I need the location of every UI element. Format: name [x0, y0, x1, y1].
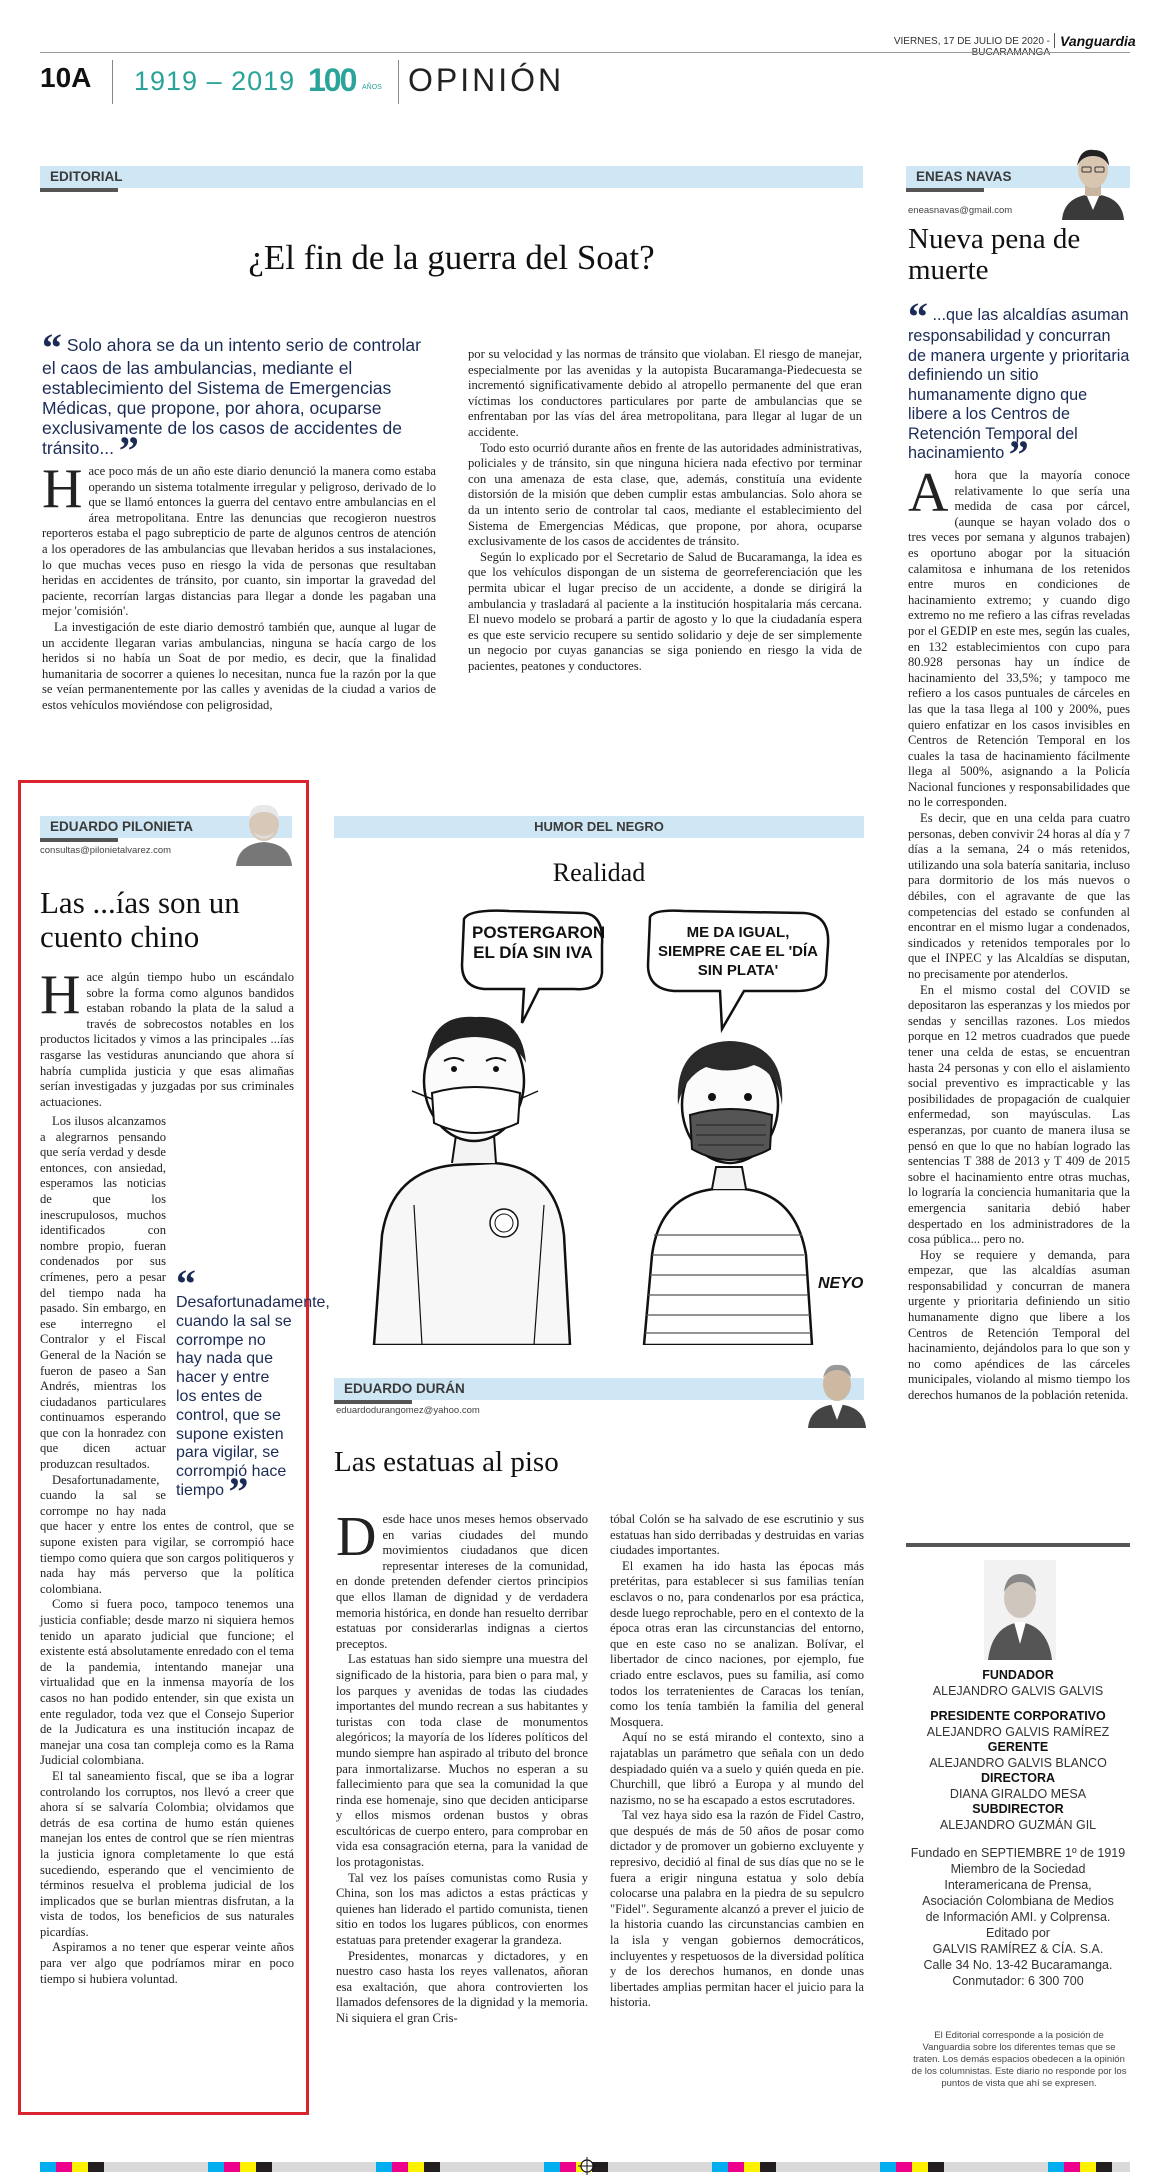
header-rule: [40, 52, 1130, 53]
editorial-dropcap: H: [42, 458, 83, 520]
eneas-paragraph: Hoy se requiere y demanda, para empezar, que las alcaldías asuman responsabilidad y concurran de manera urgente y prioritaria definiendo un sitio humanamente digno que libere a los Centros de Retención Temporal del hacinamiento, dejándolos para lo que son y no como apéndices de las cárceles municipales, violando al mismo tiempo los derechos humanos de la población retenida.: [908, 1247, 1130, 1403]
duran-paragraph: Aquí no se está mirando el contexto, sino a rajatablas un parámetro que señala con un dedo despiadado quién va a suelo y quién queda en pie. Churchill, que libró a Europa y al mundo del nazismo, no se ha escapado a estos escrutadores.: [610, 1730, 864, 1807]
duran-email: eduardodurangomez@yahoo.com: [336, 1405, 480, 1416]
pilonieta-email: consultas@pilonietalvarez.com: [40, 845, 172, 856]
label-underline: [40, 838, 118, 842]
masthead-info-line: Editado por: [986, 1926, 1050, 1940]
eneas-pull-quote: [908, 294, 1130, 477]
masthead-info-line: Calle 34 No. 13-42 Bucaramanga.: [923, 1958, 1113, 1972]
duran-column-1: [336, 1506, 588, 2027]
cartoon-bubble-left: POSTERGARON EL DÍA SIN IVA: [472, 923, 606, 962]
eneas-paragraph: En el mismo costal del COVID se depositaron las esperanzas y los miedos por sendas y sencillas razones. Los miedos porque en 12 metros cuadrados que puede tener una celda de estas, se encuentran hasta 24 personas y con ello el aislamiento social preventivo es impracticable y las posibilidades de propagación de cualquier enfermedad, son mayúsculas. Las esperanzas, por cuanto de manera ilusa se pensó en que lo que no habían logrado las sentencias T 388 de 2013 y T 409 de 2015 sobre el hacinamiento entre otras muchas, lo lograría la conciencia humanitaria que la emergencia sanitaria debió haber despertado en los administradores de la cosa pública... pero no.: [908, 982, 1130, 1247]
open-quote-mark: “: [42, 325, 62, 370]
date-divider: [1054, 33, 1055, 48]
date-line: VIERNES, 17 DE JULIO DE 2020 -: [893, 36, 1050, 47]
label-underline: [334, 1400, 412, 1404]
label-underline: [906, 188, 984, 192]
eneas-body: [908, 462, 1130, 1404]
cartoon-section-bar: [334, 816, 864, 838]
anniversary-number: 100: [308, 62, 356, 98]
editorial-paragraph: Todo esto ocurrió durante años en frente de las autoridades administrativas, policiales y de tránsito, sin que ninguna hiciera nada efectivo por terminar con una amenaza de esta clase, que, además, constituía una evidente distorsión de la misión que deben cumplir estas ambulancias. Solo ahora se da un intento serio de controlar tal caos, mediante el establecimiento del Sistema de Emergencias Médicas, que propone, por ahora, ocuparse exclusivamente de los casos de accidentes de tránsito.: [468, 440, 862, 549]
cartoon-signature: NEYO: [818, 1275, 864, 1292]
editorial-label: EDITORIAL: [50, 169, 123, 184]
editorial-paragraph: ace poco más de un año este diario denunció la manera como estaba operando un sistema totalmente irregular y peligroso, derivado de lo que se llamó entonces la guerra del centavo entre ambulancias en el área metropolitana. Entre las denuncias que recogieron nuestros reporteros estaba el pago subrepticio de parte de algunos centros de atención a los operadores de las ambulancias que llevaban heridos a sus instalaciones, lo que muchas veces puso en riesgo la vida de personas que resultaban heridas en accidentes de tránsito, por cuanto, sin importar la gravedad del paciente, recorrían largas distancias para llegar a donde les pagaban una mejor 'comisión'.: [42, 464, 436, 619]
eneas-pull-quote-text: ...que las alcaldías asuman responsabilidad y concurran de manera urgente y prioritaria definiendo un sitio humanamente digno que libere a los Centros de Retención Temporal del hacinamiento: [908, 306, 1130, 462]
founder-title: FUNDADOR: [982, 1668, 1054, 1682]
masthead-disclaimer: El Editorial corresponde a la posición de Vanguardia sobre los diferentes temas que se traten. Los demás espacios obedecen a la opinión de los columnistas. Este diario no responde por los puntos de vista que ahí se expresen.: [911, 2030, 1127, 2089]
anniversary-logo: [308, 62, 388, 102]
duran-section-bar: [334, 1378, 864, 1400]
years-label: 1919 – 2019: [134, 66, 296, 96]
eneas-email: eneasnavas@gmail.com: [908, 205, 1013, 216]
editorial-pull-quote-text: Solo ahora se da un intento serio de controlar el caos de las ambulancias, mediante el establecimiento del Sistema de Emergencias Médicas, que propone, por ahora, ocuparse exclusivamente de los casos de accidentes de tránsito...: [42, 335, 421, 458]
anniversary-word: AÑOS: [362, 84, 382, 91]
eneas-paragraph: Es decir, que en una celda para cuatro personas, deben convivir 24 horas al día y 7 días a la semana, 24 o más retenidos, utilizando una sola batería sanitaria, incluso para dormitorio de los más nuevos o débiles, con el agravante de que las competencias del estado se confunden al encontrar en el mismo lugar a condenados, sindicados y retenidos temporales por lo que el INPEC y las Alcaldías se disputan, no precisamente por atenderlos.: [908, 811, 1130, 981]
subdirector-title: SUBDIRECTOR: [972, 1802, 1064, 1816]
masthead-rule: [906, 1543, 1130, 1547]
duran-paragraph: Tal vez haya sido esa la razón de Fidel Castro, que después de más de 50 años de posar como dictador y de promover un gobierno excluyente y represivo, decidió al final de sus días que no se le fuera a erigir ninguna estatua y solo debía colocarse una palabra en la piedra de su sepulcro "Fidel". Seguramente alcanzó a prever el juicio de la historia cuando las circunstancias cambien en la isla y vengan gobiernos democráticos, incluyentes y respetuosos de la diversidad política y de los derechos humanos, en donde unas libertades amplias permitan hacer el juicio para la historia.: [610, 1808, 864, 2010]
masthead-info-line: Conmutador: 6 300 700: [952, 1974, 1084, 1988]
cartoon-bubble-right: ME DA IGUAL, SIEMPRE CAE EL 'DÍA SIN PLATA': [658, 924, 818, 979]
founder-name: ALEJANDRO GALVIS GALVIS: [932, 1684, 1104, 1698]
editorial-title: ¿El fin de la guerra del Soat?: [248, 238, 655, 277]
manager-name: ALEJANDRO GALVIS BLANCO: [929, 1756, 1107, 1770]
pilonieta-dropcap: H: [40, 964, 81, 1026]
pilonieta-paragraph: Los ilusos alcanzamos a alegrarnos pensando que sería verdad y desde entonces, con ansiedad, esperamos las noticias de que los inescrupulosos, muchos identificados con nombre propio, fueran condenados por sus crímenes, pero a pesar del tiempo nada ha pasado. Sin embargo, en ese interregno el Contralor y el Fiscal General de la Nación se fueron de paseo a San Andrés, mientras los ciudadanos particulares continuamos esperando que con la honradez con que dicen actuar produzcan resultados.: [40, 1114, 166, 1472]
open-quote-mark: “: [908, 294, 928, 339]
editorial-paragraph: La investigación de este diario demostró también que, aunque al lugar de un accidente llegaran varias ambulancias, ninguna se hacía cargo de los heridos si no había un Soat de por medio, es decir, que la finalidad humanitaria de socorrer a quienes lo necesitan, nunca fue la razón por la que se veían permanentemente por las calles y avenidas de la ciudad a varios de estos vehículos moviéndose con peligrosidad,: [42, 619, 436, 712]
duran-column-2: [610, 1512, 864, 2011]
director-title: DIRECTORA: [980, 1771, 1056, 1785]
section-title: OPINIÓN: [408, 62, 565, 98]
president-name: ALEJANDRO GALVIS RAMÍREZ: [926, 1725, 1110, 1739]
pilonieta-paragraph: Aspiramos a no tener que esperar veinte años para ver algo que podríamos mirar en poco tiempo si hubiera voluntad.: [40, 1940, 294, 1986]
masthead-info-line: Fundado en SEPTIEMBRE 1º de 1919: [910, 1846, 1126, 1860]
pilonieta-body-top: [40, 964, 294, 1110]
editorial-section-bar: [40, 166, 863, 188]
manager-title: GERENTE: [987, 1740, 1049, 1754]
label-underline: [40, 188, 118, 192]
close-quote-mark: ”: [118, 428, 139, 473]
section-divider: [398, 60, 399, 104]
eneas-label: ENEAS NAVAS: [916, 169, 1012, 184]
eneas-dropcap: A: [908, 462, 949, 524]
duran-title: Las estatuas al piso: [334, 1446, 559, 1478]
pilonieta-avatar: [232, 796, 296, 866]
duran-dropcap: D: [336, 1506, 377, 1568]
masthead-info-line: Interamericana de Prensa,: [944, 1878, 1092, 1892]
duran-avatar: [806, 1356, 868, 1428]
pilonieta-pull-quote-text: Desafortunadamente, cuando la sal se corrompe no hay nada que hacer y entre los entes de control, que se supone existen para vigilar, se corrompió hace tiempo: [176, 1294, 330, 1499]
close-quote-mark: ”: [1008, 432, 1029, 477]
editorial-column-2: [468, 347, 862, 674]
founder-portrait: [984, 1560, 1056, 1660]
duran-paragraph: Presidentes, monarcas y dictadores, y en nuestro caso hasta los reyes vallenatos, añoran esa exaltación, que ahora controvierten los llamados defensores de la dignidad y la memoria. Ni siquiera el gran Cris-: [336, 1948, 588, 2025]
cartoon-illustration: [334, 905, 864, 1345]
open-quote-mark: “: [176, 1261, 196, 1306]
eneas-avatar: [1058, 142, 1128, 220]
pilonieta-paragraph: Desafortunadamente, cuando la sal se corrompe no hay nada que hacer y entre los entes de control, que se supone existen para vigilar, se corrompió hace tiempo como quiera que son cargos politiqueros y nada hay más perverso que la política colombiana.: [40, 1472, 294, 1596]
pilonieta-paragraph: ace algún tiempo hubo un escándalo sobre la forma como algunos bandidos estaban robando la plata de la salud a través de sobrecostos notables en los productos licitados y vimos a las principales ...ías rasgarse las vestiduras anunciando que ahora sí habría cumplida justicia y que esas alimañas serían investigadas y juzgadas por sus criminales actuaciones.: [40, 970, 294, 1109]
masthead-info-line: Asociación Colombiana de Medios: [922, 1894, 1114, 1908]
duran-paragraph: esde hace unos meses hemos observado en varias ciudades del mundo movimientos ciudadanos que dicen representar intereses de la comunidad, en donde pretenden defender ciertos principios que ellos llaman de dignidad y de verdadera memoria histórica, en donde han resuelto derribar estatuas por considerarlas indignas a ciertos preceptos.: [336, 1512, 588, 1651]
president-title: PRESIDENTE CORPORATIVO: [930, 1709, 1106, 1723]
close-quote-mark: ”: [228, 1468, 249, 1514]
director-name: DIANA GIRALDO MESA: [949, 1787, 1087, 1801]
pilonieta-body-narrow: [40, 1114, 330, 1987]
page-number: 10A: [40, 62, 92, 93]
duran-paragraph: Las estatuas han sido siempre una muestra del significado de la historia, para bien o para mal, y los parques y avenidas de todas las ciudades importantes del mundo recrean a sus habitantes y turistas con toda clase de monumentos alegóricos; la mayoría de los líderes políticos del mundo siempre han aspirado al tributo del bronce para inmortalizarse. Muchos no esperan a su fallecimiento para que sea la comunidad la que rinda ese homenaje, sino que deciden anticiparse y ellos mismos ordenan bustos y obras escultóricas de cuerpo entero, para comprobar en vida esa consagración eterna, para la vanidad de los protagonistas.: [336, 1652, 588, 1870]
masthead-info-line: de Información AMI. y Colprensa.: [925, 1910, 1111, 1924]
editorial-paragraph: Según lo explicado por el Secretario de Salud de Bucaramanga, la idea es que los vehículos dispongan de un sistema de georreferenciación que les permita ubicar el lugar preciso de un accidente, a donde se dirigirá la ambulancia y trasladará al paciente a la institución hospitalaria más cercana. El nuevo modelo se probará a partir de agosto y lo que la ciudadanía espera es que este servicio recupere su sentido solidario y deje de ser simplemente un negocio por cuyas ganancias se siga poniendo en riesgo la vida de pacientes, peatones y conductores.: [468, 549, 862, 673]
editorial-column-1: [42, 458, 436, 714]
editorial-pull-quote: [42, 325, 434, 473]
header-divider: [112, 60, 113, 104]
pilonieta-label: EDUARDO PILONIETA: [50, 819, 194, 834]
registration-mark-icon: [578, 2157, 596, 2175]
subdirector-name: ALEJANDRO GUZMÁN GIL: [939, 1818, 1097, 1832]
masthead-block: [906, 1668, 1130, 1989]
masthead-info-line: GALVIS RAMÍREZ & CÍA. S.A.: [932, 1942, 1104, 1956]
eneas-paragraph: hora que la mayoría conoce relativamente lo que sería una medida de casa por cárcel, (aunque se hayan volado dos o tres veces por semana y algunos trabajen) es oportuno abogar por la situación calamitosa e inhumana de los retenidos entre muros en condiciones de hacinamiento extremo; y cuando digo extremo no me refiero a las cifras reveladas por el GEDIP en este mes, según las cuales, en 132 establecimientos con cupo para 80.928 personas hay un índice de hacinamiento del 33,5%; y tampoco me refiero a los casos puntuales de cárceles en las que la tasa llega al 100 y 200%, pues quiero enfatizar en los casos invisibles en Centros de Retención Temporal en los cuales la tasa de hacinamiento fácilmente llega al 500%, asignando a la Policía Nacional funciones y responsabilidades que no le corresponden.: [908, 468, 1130, 810]
duran-label: EDUARDO DURÁN: [344, 1381, 465, 1396]
brand-logo: Vanguardia: [1060, 33, 1136, 49]
masthead-info-line: Miembro de la Sociedad: [950, 1862, 1086, 1876]
pilonieta-paragraph: El tal saneamiento fiscal, que se iba a lograr controlando los corruptos, nos llevó a creer que ahora sí se salvaría Colombia; olvidamos que detrás de esa cortina de humo están quienes manejan los entes de control que se ríen mientras la justicia ignora completamente lo que está sucediendo, esperando que el vencimiento de términos resuelva el problema judicial de los implicados que se burlan mientras disfrutan, a la vista de todos, los beneficios de sus naturales picardías.: [40, 1768, 294, 1939]
duran-paragraph: tóbal Colón se ha salvado de ese escrutinio y sus estatuas han sido derribadas y destruidas en varias ciudades importantes.: [610, 1512, 864, 1558]
eneas-title: Nueva pena de muerte: [908, 223, 1081, 286]
duran-paragraph: Tal vez los países comunistas como Rusia y China, son los mas adictos a estas prácticas y quienes han liderado el partido comunista, tienen sitio en todos los lugares públicos, con enormes estatuas para pretender exagerar la grandeza.: [336, 1870, 588, 1948]
duran-paragraph: El examen ha ido hasta las épocas más pretéritas, para establecer si sus familias tenían esclavos o no, para condenarlos por esa práctica, desde luego reprochable, pero en el contexto de la época otras eran las circunstancias del entorno, que en este caso no se analizan. Bolívar, el libertador de cinco naciones, por ejemplo, fue criado entre esclavos, pues su familia, así como todos los terratenientes de Caracas los tenían, como los tenía también la familia del general Mosquera.: [610, 1558, 864, 1729]
cartoon-label: HUMOR DEL NEGRO: [534, 819, 664, 834]
pilonieta-title: Las ...ías son un cuento chino: [40, 885, 240, 954]
editorial-paragraph: por su velocidad y las normas de tránsito que violaban. El riesgo de manejar, especialmente por las avenidas y la autopista Bucaramanga-Piedecuesta se incrementó significativamente debido al atropello permanente del que eran víctimas los conductores particulares por parte de ambulancias que se enfrentaban por las vías del área metropolitana, para llegar al lugar de un accidente.: [468, 347, 862, 439]
cartoon-title: Realidad: [552, 858, 646, 887]
pilonieta-paragraph: Como si fuera poco, tampoco tenemos una justicia confiable; desde marzo ni siquiera hemos tenido un aparato judicial que funcione; el existente está absolutamente enredado con el tema de la pandemia, intentando manejar una virtualidad que en la inmensa mayoría de los casos no han podido entender, sin que exista un ente regulador, toda vez que el Consejo Superior de la Judicatura es una institución incapaz de manejar una cosa tan compleja como es la Rama Judicial colombiana.: [40, 1597, 294, 1768]
pilonieta-pull-quote: [176, 1261, 330, 1514]
